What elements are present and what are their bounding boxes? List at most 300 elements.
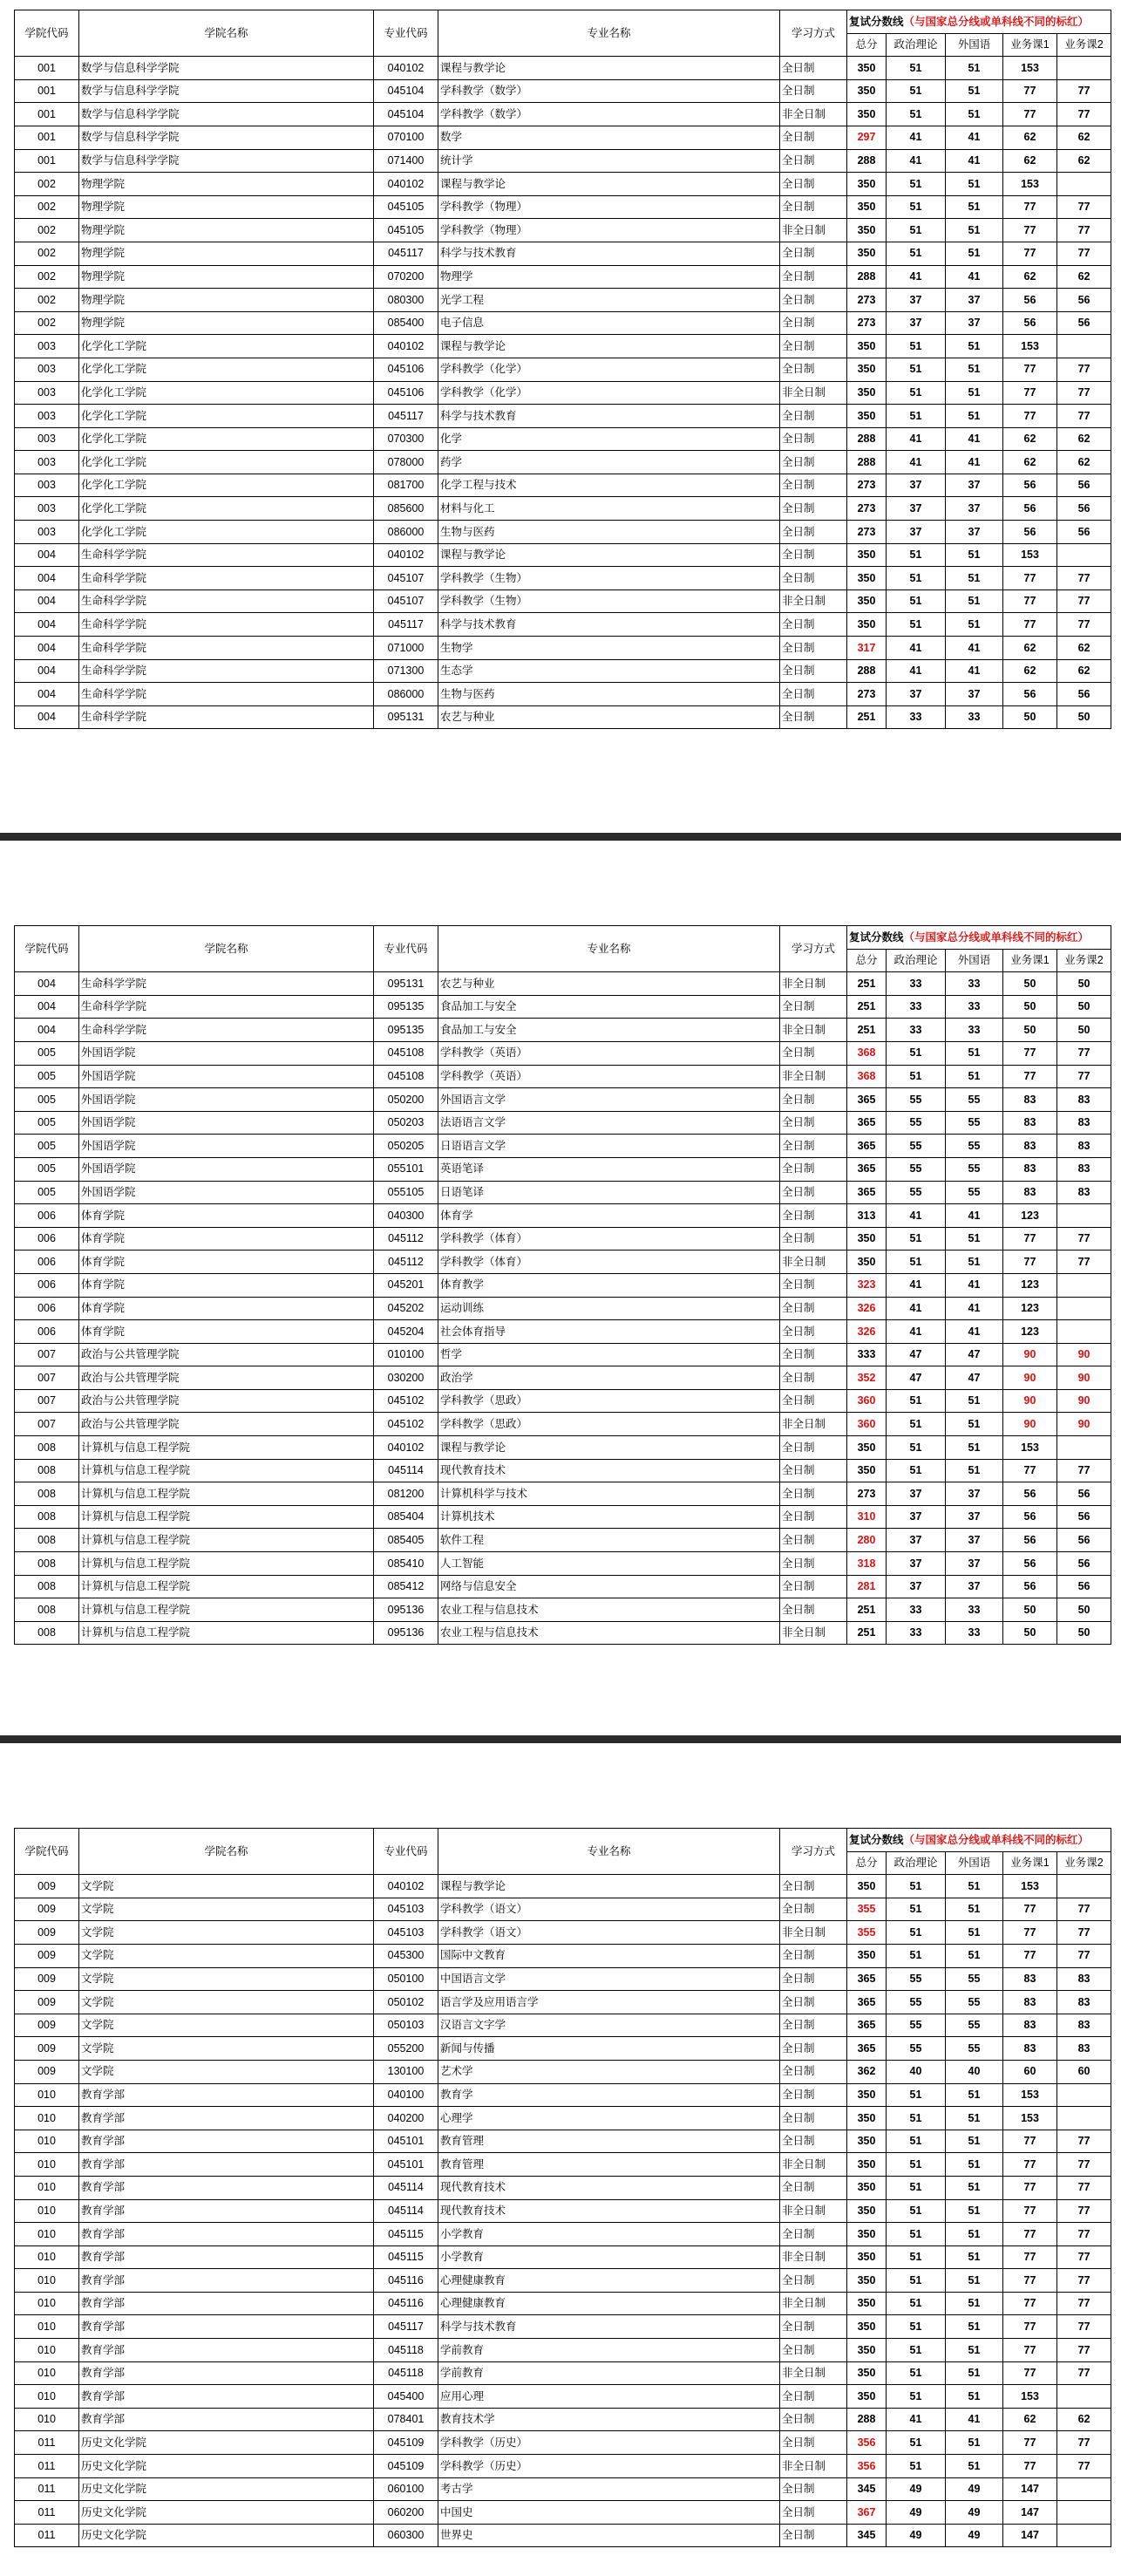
major-code-cell: 045105	[374, 219, 438, 242]
study-mode-cell: 全日制	[780, 2408, 847, 2431]
study-mode-cell: 非全日制	[780, 2245, 847, 2269]
course2-score-cell: 77	[1057, 2431, 1111, 2455]
total-score-cell: 313	[847, 1204, 887, 1228]
study-mode-cell: 非全日制	[780, 972, 847, 996]
table-row	[15, 358, 1111, 381]
foreign-score-cell: 51	[946, 2153, 1003, 2177]
course2-score-cell: 77	[1057, 2292, 1111, 2315]
study-mode-cell: 全日制	[780, 567, 847, 590]
college-code-cell: 008	[15, 1505, 79, 1529]
header-total: 总分	[847, 949, 887, 972]
course1-score-cell: 77	[1003, 1459, 1057, 1482]
politics-score-cell: 51	[887, 195, 946, 219]
foreign-score-cell: 51	[946, 1459, 1003, 1482]
major-name-cell: 科学与技术教育	[438, 613, 780, 637]
header-college-code: 学院代码	[15, 1829, 79, 1875]
major-name-cell: 科学与技术教育	[438, 242, 780, 265]
course2-score-cell: 77	[1057, 103, 1111, 126]
politics-score-cell: 51	[887, 567, 946, 590]
study-mode-cell: 全日制	[780, 1297, 847, 1320]
foreign-score-cell: 41	[946, 427, 1003, 451]
major-name-cell: 艺术学	[438, 2060, 780, 2083]
course2-score-cell: 77	[1057, 79, 1111, 103]
major-code-cell: 070300	[374, 427, 438, 451]
college-code-cell: 002	[15, 289, 79, 312]
study-mode-cell: 全日制	[780, 427, 847, 451]
college-name-cell: 化学化工学院	[79, 427, 374, 451]
college-code-cell: 004	[15, 705, 79, 729]
college-name-cell: 政治与公共管理学院	[79, 1343, 374, 1366]
college-name-cell: 文学院	[79, 2014, 374, 2037]
politics-score-cell: 51	[887, 2339, 946, 2362]
college-code-cell: 003	[15, 474, 79, 497]
college-code-cell: 004	[15, 1019, 79, 1042]
total-score-cell: 362	[847, 2060, 887, 2083]
course2-score-cell: 77	[1057, 1459, 1111, 1482]
college-name-cell: 文学院	[79, 1944, 374, 1967]
foreign-score-cell: 47	[946, 1366, 1003, 1390]
study-mode-cell: 非全日制	[780, 1921, 847, 1945]
foreign-score-cell: 51	[946, 1921, 1003, 1945]
major-code-cell: 081200	[374, 1482, 438, 1506]
course2-score-cell: 56	[1057, 1505, 1111, 1529]
study-mode-cell: 全日制	[780, 1181, 847, 1204]
major-code-cell: 080300	[374, 289, 438, 312]
course1-score-cell: 77	[1003, 2245, 1057, 2269]
retest-note: （与国家总分线或单科线不同的标红）	[903, 15, 1090, 28]
course2-score-cell	[1057, 2083, 1111, 2107]
course2-score-cell: 77	[1057, 381, 1111, 405]
major-code-cell: 045103	[374, 1921, 438, 1945]
study-mode-cell: 非全日制	[780, 1413, 847, 1436]
politics-score-cell: 33	[887, 972, 946, 996]
course2-score-cell: 50	[1057, 1019, 1111, 1042]
major-name-cell: 现代教育技术	[438, 2176, 780, 2199]
course1-score-cell: 153	[1003, 335, 1057, 358]
foreign-score-cell: 51	[946, 242, 1003, 265]
header-major-name: 专业名称	[438, 10, 780, 57]
foreign-score-cell: 51	[946, 1041, 1003, 1065]
foreign-score-cell: 51	[946, 613, 1003, 637]
college-code-cell: 009	[15, 1898, 79, 1921]
major-code-cell: 045117	[374, 405, 438, 428]
major-name-cell: 体育学	[438, 1204, 780, 1228]
college-code-cell: 009	[15, 1944, 79, 1967]
course2-score-cell: 62	[1057, 2408, 1111, 2431]
course1-score-cell: 77	[1003, 2315, 1057, 2339]
major-name-cell: 材料与化工	[438, 497, 780, 521]
course1-score-cell: 77	[1003, 613, 1057, 637]
major-name-cell: 统计学	[438, 149, 780, 173]
course1-score-cell: 77	[1003, 358, 1057, 381]
course1-score-cell: 56	[1003, 1552, 1057, 1576]
study-mode-cell: 全日制	[780, 451, 847, 474]
course1-score-cell: 56	[1003, 289, 1057, 312]
study-mode-cell: 全日制	[780, 2014, 847, 2037]
retest-line-label: 复试分数线	[849, 930, 904, 944]
college-name-cell: 体育学院	[79, 1204, 374, 1228]
header-major-code: 专业代码	[374, 926, 438, 972]
major-code-cell: 045102	[374, 1389, 438, 1413]
politics-score-cell: 51	[887, 2223, 946, 2246]
course2-score-cell: 77	[1057, 567, 1111, 590]
study-mode-cell: 全日制	[780, 265, 847, 289]
total-score-cell: 251	[847, 995, 887, 1019]
course2-score-cell: 62	[1057, 149, 1111, 173]
college-code-cell: 003	[15, 381, 79, 405]
score-table	[14, 925, 1111, 1645]
total-score-cell: 251	[847, 1019, 887, 1042]
study-mode-cell: 全日制	[780, 195, 847, 219]
college-code-cell: 010	[15, 2083, 79, 2107]
politics-score-cell: 41	[887, 1273, 946, 1297]
politics-score-cell: 51	[887, 1944, 946, 1967]
foreign-score-cell: 41	[946, 1297, 1003, 1320]
major-code-cell: 095131	[374, 972, 438, 996]
college-code-cell: 001	[15, 57, 79, 80]
major-name-cell: 数学	[438, 126, 780, 149]
major-code-cell: 078000	[374, 451, 438, 474]
total-score-cell: 333	[847, 1343, 887, 1366]
foreign-score-cell: 51	[946, 567, 1003, 590]
college-code-cell: 008	[15, 1552, 79, 1576]
table-row	[15, 57, 1111, 80]
major-code-cell: 050205	[374, 1135, 438, 1158]
course2-score-cell: 77	[1057, 2130, 1111, 2153]
college-name-cell: 教育学部	[79, 2292, 374, 2315]
politics-score-cell: 51	[887, 1898, 946, 1921]
foreign-score-cell: 41	[946, 659, 1003, 683]
college-code-cell: 002	[15, 219, 79, 242]
course1-score-cell: 77	[1003, 1251, 1057, 1274]
course1-score-cell: 77	[1003, 2431, 1057, 2455]
table-row	[15, 1991, 1111, 2014]
header-politics: 政治理论	[887, 33, 946, 57]
study-mode-cell: 全日制	[780, 2269, 847, 2293]
course1-score-cell: 90	[1003, 1389, 1057, 1413]
politics-score-cell: 41	[887, 451, 946, 474]
table-row	[15, 1135, 1111, 1158]
section-separator	[0, 1735, 1121, 1743]
course1-score-cell: 147	[1003, 2501, 1057, 2525]
major-code-cell: 045104	[374, 103, 438, 126]
major-name-cell: 教育管理	[438, 2130, 780, 2153]
college-name-cell: 计算机与信息工程学院	[79, 1552, 374, 1576]
major-name-cell: 学科教学（物理）	[438, 195, 780, 219]
politics-score-cell: 51	[887, 79, 946, 103]
total-score-cell: 288	[847, 149, 887, 173]
course2-score-cell: 56	[1057, 521, 1111, 544]
major-code-cell: 085600	[374, 497, 438, 521]
college-name-cell: 物理学院	[79, 311, 374, 335]
score-table	[14, 1828, 1111, 2547]
major-name-cell: 学科教学（化学）	[438, 358, 780, 381]
college-code-cell: 001	[15, 149, 79, 173]
course2-score-cell	[1057, 1436, 1111, 1460]
total-score-cell: 350	[847, 2339, 887, 2362]
course2-score-cell: 77	[1057, 2455, 1111, 2478]
major-name-cell: 汉语言文字学	[438, 2014, 780, 2037]
major-name-cell: 小学教育	[438, 2245, 780, 2269]
major-code-cell: 050203	[374, 1111, 438, 1135]
major-code-cell: 055200	[374, 2037, 438, 2061]
college-code-cell: 009	[15, 2037, 79, 2061]
politics-score-cell: 47	[887, 1343, 946, 1366]
course2-score-cell: 56	[1057, 1482, 1111, 1506]
college-name-cell: 教育学部	[79, 2153, 374, 2177]
college-code-cell: 009	[15, 2014, 79, 2037]
politics-score-cell: 51	[887, 381, 946, 405]
major-code-cell: 050100	[374, 1967, 438, 1991]
study-mode-cell: 非全日制	[780, 2153, 847, 2177]
college-name-cell: 教育学部	[79, 2269, 374, 2293]
header-study-mode: 学习方式	[780, 926, 847, 972]
politics-score-cell: 41	[887, 1204, 946, 1228]
course2-score-cell: 62	[1057, 637, 1111, 660]
college-name-cell: 历史文化学院	[79, 2501, 374, 2525]
college-name-cell: 生命科学学院	[79, 543, 374, 567]
major-code-cell: 045103	[374, 1898, 438, 1921]
college-code-cell: 004	[15, 972, 79, 996]
table-row	[15, 1227, 1111, 1251]
course2-score-cell: 56	[1057, 497, 1111, 521]
major-code-cell: 045112	[374, 1227, 438, 1251]
course1-score-cell: 77	[1003, 2130, 1057, 2153]
college-code-cell: 002	[15, 195, 79, 219]
major-code-cell: 045201	[374, 1273, 438, 1297]
table-row	[15, 2176, 1111, 2199]
politics-score-cell: 51	[887, 613, 946, 637]
politics-score-cell: 51	[887, 1459, 946, 1482]
foreign-score-cell: 33	[946, 1598, 1003, 1622]
total-score-cell: 350	[847, 335, 887, 358]
politics-score-cell: 55	[887, 1181, 946, 1204]
course1-score-cell: 50	[1003, 1598, 1057, 1622]
college-code-cell: 009	[15, 1967, 79, 1991]
college-name-cell: 计算机与信息工程学院	[79, 1598, 374, 1622]
course1-score-cell: 83	[1003, 1991, 1057, 2014]
college-code-cell: 006	[15, 1297, 79, 1320]
politics-score-cell: 51	[887, 2315, 946, 2339]
study-mode-cell: 全日制	[780, 311, 847, 335]
study-mode-cell: 全日制	[780, 1135, 847, 1158]
major-code-cell: 040300	[374, 1204, 438, 1228]
total-score-cell: 350	[847, 2199, 887, 2223]
course1-score-cell: 62	[1003, 265, 1057, 289]
total-score-cell: 350	[847, 358, 887, 381]
college-name-cell: 体育学院	[79, 1273, 374, 1297]
major-code-cell: 070100	[374, 126, 438, 149]
total-score-cell: 350	[847, 1436, 887, 1460]
course1-score-cell: 77	[1003, 1921, 1057, 1945]
major-code-cell: 045106	[374, 358, 438, 381]
foreign-score-cell: 49	[946, 2524, 1003, 2547]
major-name-cell: 教育学	[438, 2083, 780, 2107]
course1-score-cell: 77	[1003, 103, 1057, 126]
foreign-score-cell: 49	[946, 2477, 1003, 2501]
header-retest-line	[847, 926, 1111, 950]
table-row	[15, 659, 1111, 683]
table-row	[15, 103, 1111, 126]
course1-score-cell: 83	[1003, 1157, 1057, 1181]
course1-score-cell: 56	[1003, 521, 1057, 544]
college-code-cell: 010	[15, 2408, 79, 2431]
major-name-cell: 学科教学（思政）	[438, 1413, 780, 1436]
foreign-score-cell: 51	[946, 335, 1003, 358]
course1-score-cell: 83	[1003, 2014, 1057, 2037]
course1-score-cell: 50	[1003, 1019, 1057, 1042]
header-major-name: 专业名称	[438, 926, 780, 972]
course1-score-cell: 77	[1003, 1227, 1057, 1251]
college-name-cell: 教育学部	[79, 2385, 374, 2409]
foreign-score-cell: 51	[946, 2107, 1003, 2130]
course1-score-cell: 90	[1003, 1343, 1057, 1366]
major-name-cell: 课程与教学论	[438, 335, 780, 358]
college-name-cell: 物理学院	[79, 173, 374, 196]
major-code-cell: 045400	[374, 2385, 438, 2409]
total-score-cell: 350	[847, 2315, 887, 2339]
total-score-cell: 345	[847, 2524, 887, 2547]
college-code-cell: 003	[15, 521, 79, 544]
total-score-cell: 280	[847, 1529, 887, 1552]
table-row	[15, 521, 1111, 544]
total-score-cell: 251	[847, 705, 887, 729]
table-row	[15, 1273, 1111, 1297]
college-name-cell: 文学院	[79, 1921, 374, 1945]
table-row	[15, 1343, 1111, 1366]
course2-score-cell: 83	[1057, 1088, 1111, 1112]
foreign-score-cell: 55	[946, 1135, 1003, 1158]
major-code-cell: 085400	[374, 311, 438, 335]
total-score-cell: 350	[847, 2153, 887, 2177]
course1-score-cell: 77	[1003, 2361, 1057, 2385]
course1-score-cell: 56	[1003, 1575, 1057, 1598]
major-code-cell: 045114	[374, 1459, 438, 1482]
course2-score-cell: 83	[1057, 1111, 1111, 1135]
header-major-name: 专业名称	[438, 1829, 780, 1875]
major-name-cell: 科学与技术教育	[438, 2315, 780, 2339]
major-code-cell: 045115	[374, 2245, 438, 2269]
foreign-score-cell: 51	[946, 2292, 1003, 2315]
politics-score-cell: 37	[887, 1505, 946, 1529]
header-total: 总分	[847, 1851, 887, 1875]
college-code-cell: 010	[15, 2245, 79, 2269]
major-name-cell: 世界史	[438, 2524, 780, 2547]
major-code-cell: 045118	[374, 2361, 438, 2385]
college-code-cell: 011	[15, 2455, 79, 2478]
politics-score-cell: 51	[887, 1251, 946, 1274]
total-score-cell: 281	[847, 1575, 887, 1598]
major-code-cell: 045104	[374, 79, 438, 103]
table-row	[15, 1505, 1111, 1529]
table-row	[15, 1575, 1111, 1598]
college-code-cell: 008	[15, 1575, 79, 1598]
course2-score-cell: 50	[1057, 972, 1111, 996]
major-code-cell: 085410	[374, 1552, 438, 1576]
major-code-cell: 045108	[374, 1065, 438, 1088]
major-code-cell: 045112	[374, 1251, 438, 1274]
college-code-cell: 007	[15, 1389, 79, 1413]
course1-score-cell: 56	[1003, 311, 1057, 335]
course2-score-cell: 77	[1057, 195, 1111, 219]
header-politics: 政治理论	[887, 949, 946, 972]
foreign-score-cell: 37	[946, 1552, 1003, 1576]
foreign-score-cell: 55	[946, 1181, 1003, 1204]
politics-score-cell: 37	[887, 521, 946, 544]
college-code-cell: 010	[15, 2385, 79, 2409]
college-name-cell: 教育学部	[79, 2315, 374, 2339]
course1-score-cell: 77	[1003, 1898, 1057, 1921]
foreign-score-cell: 51	[946, 2361, 1003, 2385]
retest-line-label: 复试分数线	[849, 15, 904, 28]
major-name-cell: 心理学	[438, 2107, 780, 2130]
total-score-cell: 365	[847, 2014, 887, 2037]
major-code-cell: 070200	[374, 265, 438, 289]
college-name-cell: 化学化工学院	[79, 405, 374, 428]
politics-score-cell: 41	[887, 637, 946, 660]
course1-score-cell: 50	[1003, 705, 1057, 729]
header-retest-line	[847, 10, 1111, 34]
college-code-cell: 010	[15, 2292, 79, 2315]
study-mode-cell: 全日制	[780, 2083, 847, 2107]
course1-score-cell: 77	[1003, 242, 1057, 265]
table-row	[15, 1529, 1111, 1552]
course1-score-cell: 56	[1003, 1505, 1057, 1529]
course2-score-cell: 62	[1057, 427, 1111, 451]
course1-score-cell: 62	[1003, 2408, 1057, 2431]
major-code-cell: 055105	[374, 1181, 438, 1204]
foreign-score-cell: 37	[946, 683, 1003, 706]
college-code-cell: 009	[15, 1875, 79, 1898]
course1-score-cell: 62	[1003, 451, 1057, 474]
study-mode-cell: 全日制	[780, 335, 847, 358]
course2-score-cell: 83	[1057, 1135, 1111, 1158]
study-mode-cell: 全日制	[780, 405, 847, 428]
college-code-cell: 005	[15, 1088, 79, 1112]
foreign-score-cell: 51	[946, 2269, 1003, 2293]
major-name-cell: 农艺与种业	[438, 972, 780, 996]
major-code-cell: 085404	[374, 1505, 438, 1529]
politics-score-cell: 55	[887, 1111, 946, 1135]
study-mode-cell: 非全日制	[780, 589, 847, 613]
politics-score-cell: 51	[887, 2385, 946, 2409]
study-mode-cell: 全日制	[780, 497, 847, 521]
college-code-cell: 004	[15, 659, 79, 683]
study-mode-cell: 全日制	[780, 521, 847, 544]
study-mode-cell: 非全日制	[780, 381, 847, 405]
major-name-cell: 电子信息	[438, 311, 780, 335]
course2-score-cell: 50	[1057, 1621, 1111, 1645]
college-name-cell: 历史文化学院	[79, 2524, 374, 2547]
course2-score-cell	[1057, 57, 1111, 80]
major-name-cell: 学前教育	[438, 2339, 780, 2362]
politics-score-cell: 47	[887, 1366, 946, 1390]
college-code-cell: 002	[15, 242, 79, 265]
study-mode-cell: 全日制	[780, 2223, 847, 2246]
course1-score-cell: 153	[1003, 1875, 1057, 1898]
table-row	[15, 335, 1111, 358]
table-row	[15, 1621, 1111, 1645]
politics-score-cell: 40	[887, 2060, 946, 2083]
college-name-cell: 外国语学院	[79, 1065, 374, 1088]
total-score-cell: 350	[847, 1251, 887, 1274]
study-mode-cell: 全日制	[780, 2037, 847, 2061]
college-code-cell: 005	[15, 1135, 79, 1158]
college-name-cell: 化学化工学院	[79, 381, 374, 405]
course1-score-cell: 77	[1003, 2455, 1057, 2478]
college-code-cell: 001	[15, 126, 79, 149]
table-row	[15, 637, 1111, 660]
